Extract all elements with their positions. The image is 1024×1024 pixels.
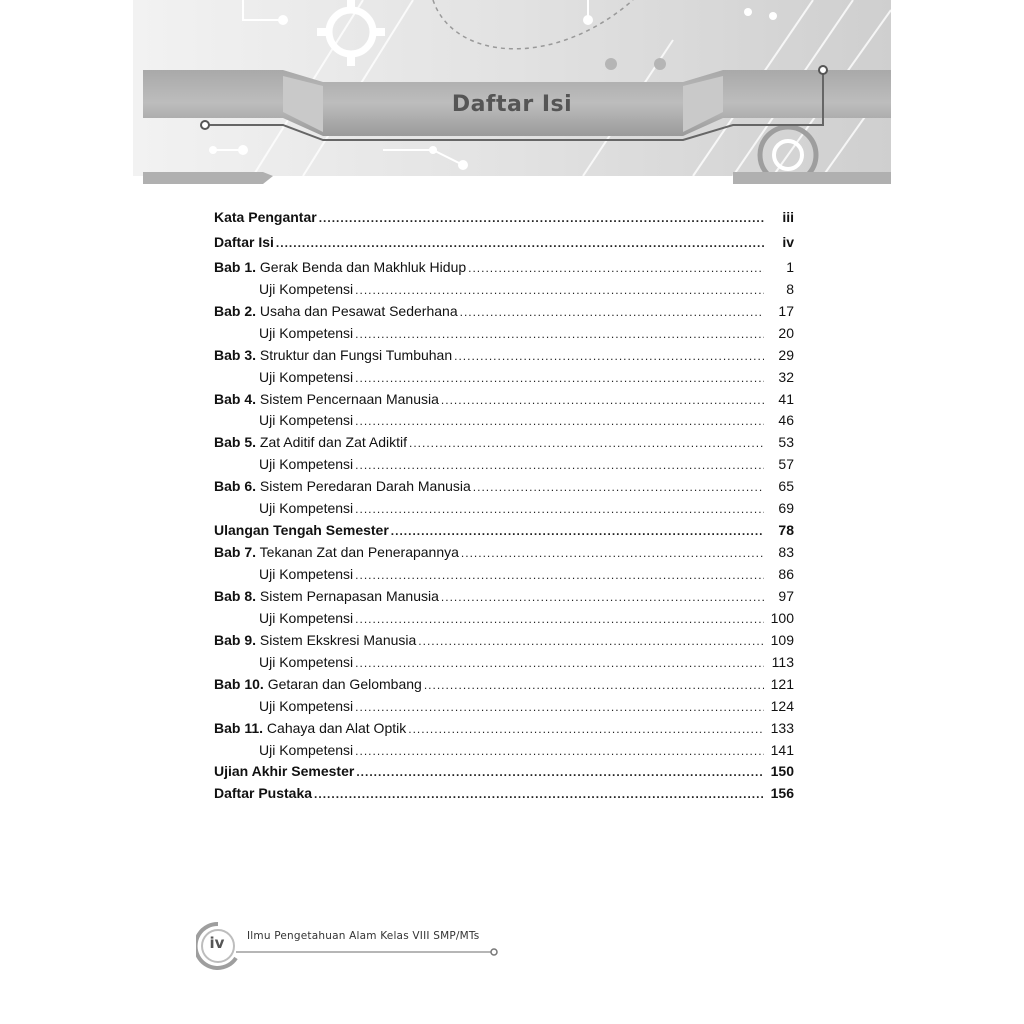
toc-page-number: 32 <box>778 368 794 385</box>
toc-leader-dots <box>441 587 764 609</box>
toc-chapter-number: Bab 3. <box>214 346 257 363</box>
toc-entry-label: Sistem Ekskresi Manusia <box>259 631 417 648</box>
toc-entry-title <box>214 761 354 783</box>
toc-entry-label: Uji Kompetensi <box>259 741 354 758</box>
toc-entry <box>214 207 794 229</box>
toc-page-number: 8 <box>786 280 794 297</box>
toc-entry-title <box>259 454 353 476</box>
toc-entry-title <box>259 608 353 630</box>
toc-page-number: 57 <box>778 456 794 473</box>
toc-entry-title <box>214 476 471 498</box>
footer-book-title: Ilmu Pengetahuan Alam Kelas VIII SMP/MTs <box>247 930 480 942</box>
toc-page-number: 133 <box>770 719 794 736</box>
toc-chapter-number: Bab 2. <box>214 302 257 319</box>
toc-entry-title <box>259 367 353 389</box>
toc-entry-title <box>259 279 353 301</box>
toc-page-number: 46 <box>778 412 794 429</box>
toc-entry-label: Daftar Pustaka <box>214 785 313 802</box>
toc-leader-dots <box>314 784 764 806</box>
toc-entry <box>214 520 794 542</box>
toc-subentry <box>214 279 794 301</box>
toc-entry-title <box>214 301 458 323</box>
toc-page-number: 53 <box>778 434 794 451</box>
toc-subentry <box>214 740 794 762</box>
toc-leader-dots <box>355 455 764 477</box>
toc-chapter-number: Bab 4. <box>214 390 257 407</box>
toc-page-number: 20 <box>778 324 794 341</box>
page-title: Daftar Isi <box>451 92 573 117</box>
toc-entry-label: Usaha dan Pesawat Sederhana <box>259 302 458 319</box>
toc-leader-dots <box>391 521 764 543</box>
toc-page-number: 156 <box>770 785 794 802</box>
toc-entry <box>214 389 794 411</box>
toc-entry-title <box>259 498 353 520</box>
toc-page-number: 29 <box>778 346 794 363</box>
toc-entry-title <box>214 586 439 608</box>
toc-entry <box>214 783 794 805</box>
toc-entry-title <box>214 520 389 542</box>
toc-leader-dots <box>355 697 764 719</box>
toc-page-number: 141 <box>770 741 794 758</box>
toc-page-number: 41 <box>778 390 794 407</box>
toc-entry-label: Getaran dan Gelombang <box>267 675 422 692</box>
toc-page-number: 109 <box>770 631 794 648</box>
toc-page-number: 113 <box>771 653 794 670</box>
toc-entry <box>214 718 794 740</box>
toc-leader-dots <box>460 302 764 324</box>
toc-entry-title <box>214 542 459 564</box>
toc-entry-label: Uji Kompetensi <box>259 456 354 473</box>
toc-chapter-number: Bab 9. <box>214 631 257 648</box>
toc-subentry <box>214 367 794 389</box>
toc-leader-dots <box>276 233 764 255</box>
toc-entry-label: Uji Kompetensi <box>259 500 354 517</box>
toc-entry-title <box>259 564 353 586</box>
toc-page-number: 65 <box>778 478 794 495</box>
toc-page-number: 1 <box>786 258 794 275</box>
toc-chapter-number: Bab 11. <box>214 719 264 736</box>
toc-entry <box>214 630 794 652</box>
toc-leader-dots <box>319 208 764 230</box>
toc-entry-title <box>214 432 407 454</box>
toc-leader-dots <box>454 346 764 368</box>
toc-entry-label: Uji Kompetensi <box>259 324 354 341</box>
toc-entry-label: Sistem Pernapasan Manusia <box>259 587 439 604</box>
toc-entry-title <box>214 718 406 740</box>
toc-subentry <box>214 454 794 476</box>
toc-entry-label: Struktur dan Fungsi Tumbuhan <box>259 346 453 363</box>
toc-entry <box>214 301 794 323</box>
toc-entry-label: Uji Kompetensi <box>259 697 354 714</box>
footer-page-number: iv <box>209 934 225 952</box>
toc-entry-title <box>214 389 439 411</box>
toc-entry-label: Sistem Pencernaan Manusia <box>259 390 439 407</box>
toc-entry-label: Uji Kompetensi <box>259 609 354 626</box>
toc-page-number: iii <box>782 209 794 225</box>
toc-entry-label: Ulangan Tengah Semester <box>214 522 389 539</box>
toc-entry <box>214 542 794 564</box>
toc-leader-dots <box>461 543 764 565</box>
toc-entry <box>214 232 794 254</box>
toc-subentry <box>214 696 794 718</box>
toc-entry-label: Cahaya dan Alat Optik <box>266 719 407 736</box>
toc-entry-label: Tekanan Zat dan Penerapannya <box>259 544 459 561</box>
toc-entry-title <box>214 674 422 696</box>
toc-page-number: 17 <box>778 302 794 319</box>
toc-subentry <box>214 498 794 520</box>
toc-subentry <box>214 323 794 345</box>
toc-entry-label: Sistem Peredaran Darah Manusia <box>259 478 471 495</box>
toc-leader-dots <box>473 477 764 499</box>
toc-leader-dots <box>356 762 764 784</box>
toc-leader-dots <box>355 368 764 390</box>
toc-chapter-number: Bab 10. <box>214 675 264 692</box>
toc-leader-dots <box>468 258 764 280</box>
toc-leader-dots <box>355 411 764 433</box>
toc-entry-label: Ujian Akhir Semester <box>214 763 355 780</box>
toc-page-number: 124 <box>770 697 794 714</box>
toc-leader-dots <box>355 324 764 346</box>
toc-leader-dots <box>355 609 764 631</box>
toc-page-number: 97 <box>778 587 794 604</box>
toc-entry <box>214 345 794 367</box>
toc-entry-title <box>259 696 353 718</box>
toc-leader-dots <box>424 675 764 697</box>
toc-page-number: 150 <box>770 763 794 780</box>
toc-entry-label: Gerak Benda dan Makhluk Hidup <box>259 258 467 275</box>
toc-entry-title <box>214 207 317 229</box>
toc-chapter-number: Bab 8. <box>214 587 257 604</box>
toc-entry-title <box>259 652 353 674</box>
toc-entry <box>214 257 794 279</box>
toc-page-number: iv <box>782 233 794 250</box>
toc-entry <box>214 761 794 783</box>
toc-chapter-number: Bab 6. <box>214 478 257 495</box>
toc-entry-title <box>259 410 353 432</box>
toc-chapter-number: Bab 5. <box>214 434 257 451</box>
footer-ornament <box>196 920 506 970</box>
toc-entry-title <box>259 323 353 345</box>
toc-leader-dots <box>408 719 764 741</box>
toc-entry <box>214 432 794 454</box>
table-of-contents <box>214 207 794 805</box>
toc-leader-dots <box>355 565 764 587</box>
toc-entry-title <box>214 257 466 279</box>
toc-leader-dots <box>355 653 764 675</box>
toc-entry-label: Uji Kompetensi <box>259 566 354 582</box>
toc-entry-title <box>214 783 312 805</box>
toc-leader-dots <box>355 499 764 521</box>
toc-entry-label: Uji Kompetensi <box>259 368 354 385</box>
toc-entry-label: Uji Kompetensi <box>259 653 354 670</box>
toc-leader-dots <box>355 741 764 763</box>
toc-chapter-number: Bab 7. <box>214 544 257 561</box>
toc-page-number: 69 <box>778 500 794 517</box>
toc-page-number: 121 <box>770 675 794 692</box>
toc-entry <box>214 476 794 498</box>
toc-entry-label: Uji Kompetensi <box>259 280 354 297</box>
toc-entry-title <box>214 232 274 254</box>
toc-entry <box>214 586 794 608</box>
toc-subentry <box>214 564 794 586</box>
toc-leader-dots <box>441 390 764 412</box>
toc-leader-dots <box>355 280 764 302</box>
toc-leader-dots <box>409 433 764 455</box>
toc-chapter-number: Bab 1. <box>214 258 257 275</box>
toc-entry-label: Zat Aditif dan Zat Adiktif <box>259 434 407 451</box>
toc-page-number: 78 <box>778 522 794 539</box>
toc-page-number: 100 <box>770 609 794 626</box>
toc-page-number: 83 <box>778 544 794 561</box>
toc-entry-title <box>259 740 353 762</box>
toc-entry-label: Uji Kompetensi <box>259 412 354 429</box>
toc-page-number: 86 <box>778 566 794 582</box>
toc-entry-title <box>214 630 416 652</box>
toc-entry-label: Daftar Isi <box>214 233 274 250</box>
toc-entry <box>214 674 794 696</box>
toc-leader-dots <box>418 631 764 653</box>
toc-entry-label: Kata Pengantar <box>214 209 317 225</box>
toc-entry-title <box>214 345 452 367</box>
toc-subentry <box>214 608 794 630</box>
toc-subentry <box>214 410 794 432</box>
toc-subentry <box>214 652 794 674</box>
